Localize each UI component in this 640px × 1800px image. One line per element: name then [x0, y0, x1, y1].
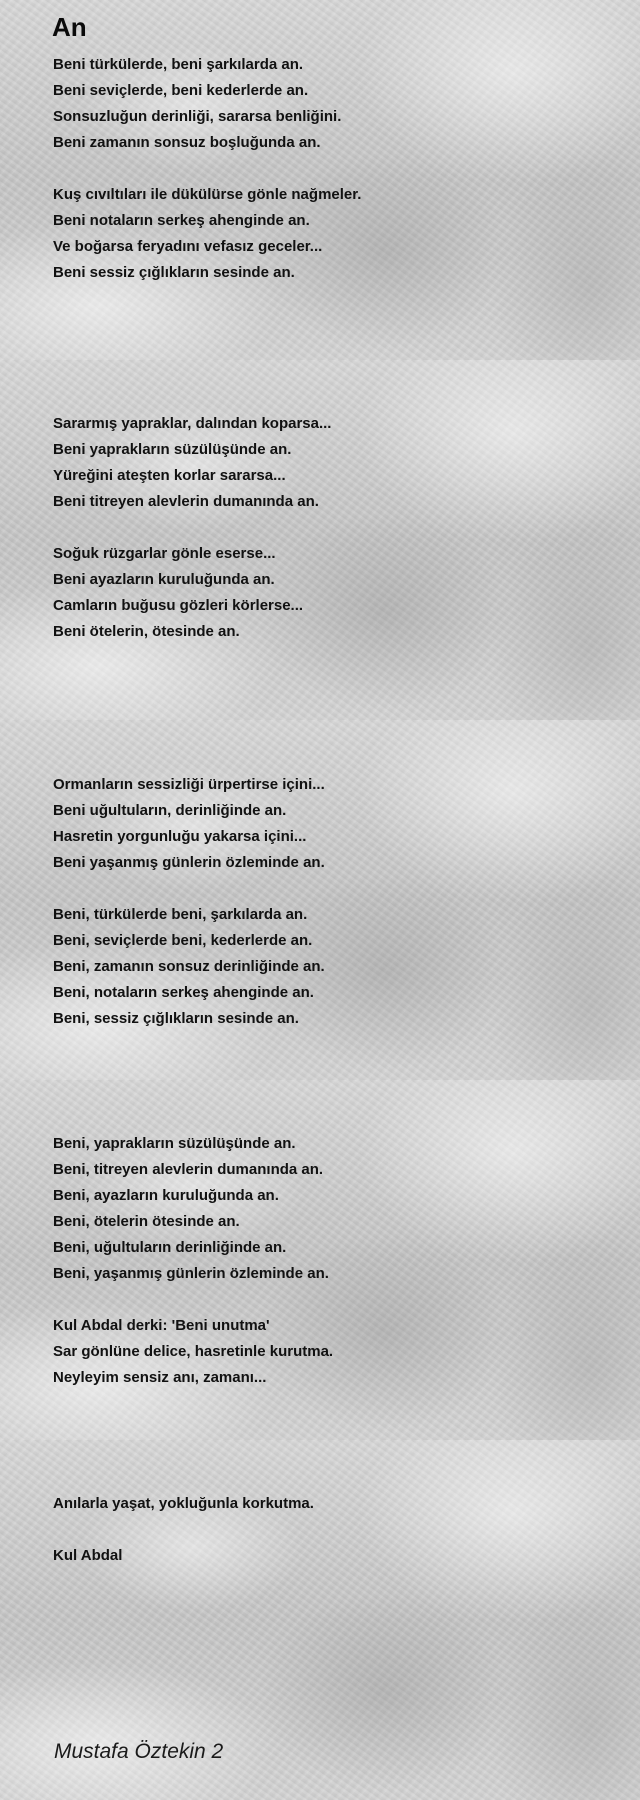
poem-line: Beni, notaların serkeş ahenginde an. — [53, 984, 314, 1001]
poem-line: Beni zamanın sonsuz boşluğunda an. — [53, 134, 321, 151]
poem-line: Yüreğini ateşten korlar sararsa... — [53, 467, 286, 484]
stanza-4 — [53, 541, 303, 645]
poem-line: Beni, ayazların kuruluğunda an. — [53, 1187, 279, 1204]
poem-line: Beni, zamanın sonsuz derinliğinde an. — [53, 958, 325, 975]
poem-line: Neyleyim sensiz anı, zamanı... — [53, 1369, 267, 1386]
stanza-1 — [53, 52, 341, 156]
poem-line: Beni, titreyen alevlerin dumanında an. — [53, 1161, 324, 1178]
poem-line: Camların buğusu gözleri körlerse... — [53, 597, 304, 614]
poem-line: Beni, ötelerin ötesinde an. — [53, 1213, 240, 1230]
poem-line: Beni sessiz çığlıkların sesinde an. — [53, 264, 295, 281]
poem-line: Beni uğultuların, derinliğinde an. — [53, 802, 287, 819]
poem-line: Sar gönlüne delice, hasretinle kurutma. — [53, 1343, 334, 1360]
poem-line: Beni, seviçlerde beni, kederlerde an. — [53, 932, 313, 949]
author-name: Mustafa Öztekin 2 — [54, 1740, 224, 1763]
poem-line: Kul Abdal derki: 'Beni unutma' — [53, 1317, 270, 1334]
poem-line: Beni, yaprakların süzülüşünde an. — [53, 1135, 296, 1152]
poem-line: Beni ayazların kuruluğunda an. — [53, 571, 275, 588]
poem-title: An — [52, 12, 87, 42]
poem-line: Beni, yaşanmış günlerin özleminde an. — [53, 1265, 329, 1282]
poem-line: Sararmış yapraklar, dalından koparsa... — [53, 415, 332, 432]
stanza-3 — [53, 411, 331, 515]
poem-line: Soğuk rüzgarlar gönle eserse... — [53, 545, 276, 562]
poem-line: Beni ötelerin, ötesinde an. — [53, 623, 240, 640]
poem-line: Sonsuzluğun derinliği, sararsa benliğini. — [53, 108, 342, 125]
stanza-7 — [53, 1131, 329, 1287]
poem-line: Beni türkülerde, beni şarkılarda an. — [53, 56, 304, 73]
poem-line: Beni yaşanmış günlerin özleminde an. — [53, 854, 325, 871]
poem-line: Beni, türkülerde beni, şarkılarda an. — [53, 906, 308, 923]
poem-line: Kuş cıvıltıları ile dükülürse gönle nağmeler. — [53, 186, 362, 203]
poem-line: Beni notaların serkeş ahenginde an. — [53, 212, 310, 229]
poem-line: Beni, uğultuların derinliğinde an. — [53, 1239, 287, 1256]
poem-line: Beni titreyen alevlerin dumanında an. — [53, 493, 319, 510]
poem-line: Anılarla yaşat, yokluğunla korkutma. — [53, 1495, 314, 1512]
poem-line: Beni yaprakların süzülüşünde an. — [53, 441, 292, 458]
poem-line: Hasretin yorgunluğu yakarsa içini... — [53, 828, 307, 845]
poet-signature: Kul Abdal — [53, 1547, 123, 1564]
stanza-2 — [53, 182, 361, 286]
stanza-6 — [53, 902, 325, 1032]
poem-line: Beni seviçlerde, beni kederlerde an. — [53, 82, 309, 99]
poem-line: Ve boğarsa feryadını vefasız geceler... — [53, 238, 323, 255]
stanza-9 — [53, 1491, 314, 1517]
stanza-8 — [53, 1313, 333, 1391]
poem-line: Ormanların sessizliği ürpertirse içini... — [53, 776, 325, 793]
stanza-5 — [53, 772, 325, 876]
poem-line: Beni, sessiz çığlıkların sesinde an. — [53, 1010, 299, 1027]
